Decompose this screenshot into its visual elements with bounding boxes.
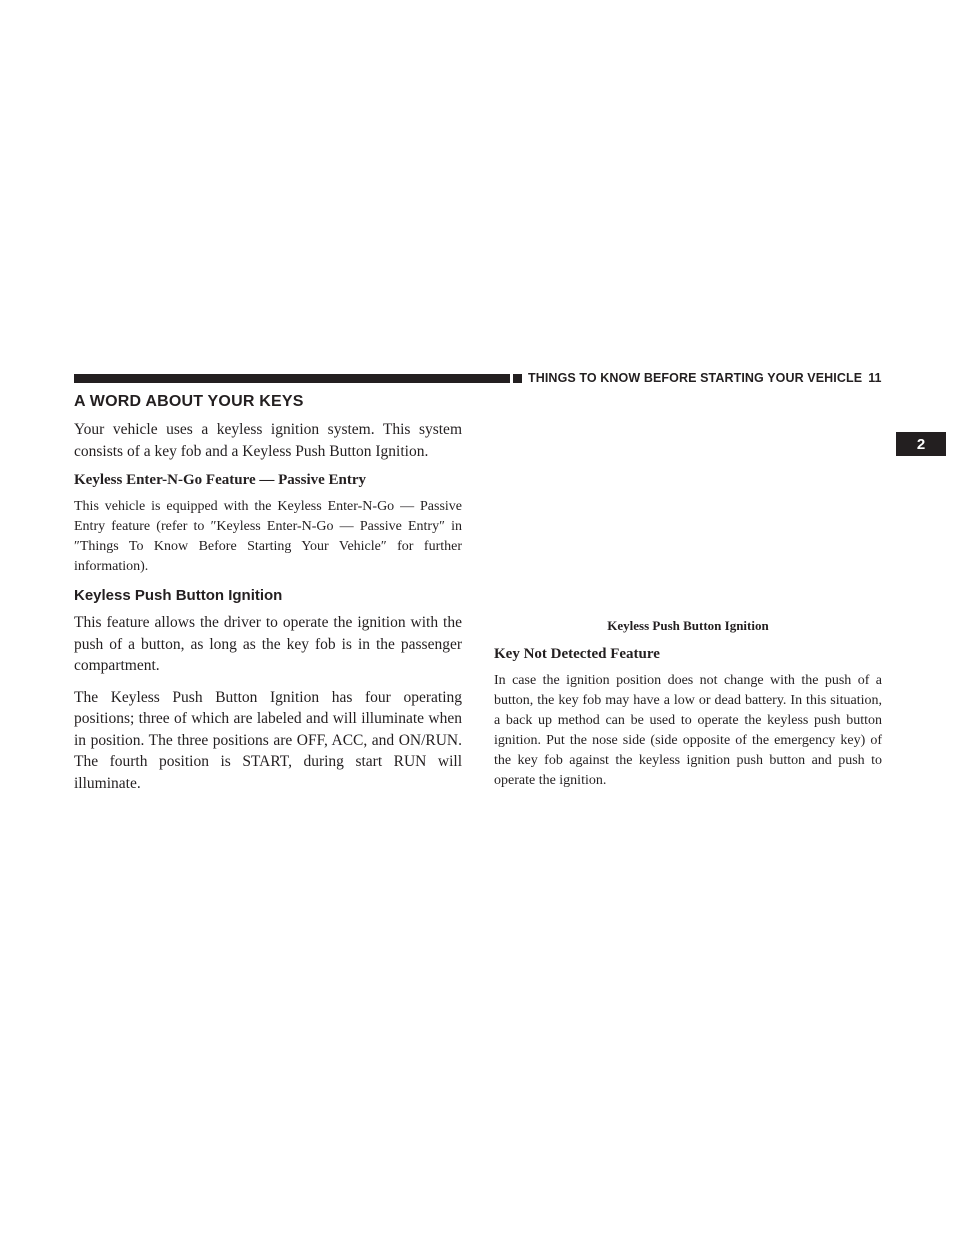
page-number: 11 [868,371,882,385]
push-button-paragraph-2: The Keyless Push Button Ignition has four operating positions; three of which are labeled and will illuminate when in position. The three positions are OFF, ACC, and ON/RUN. The fourth position is START, during start RUN will illuminate. [74,688,462,792]
push-button-heading: Keyless Push Button Ignition [74,587,283,604]
header-rule [74,374,510,383]
passive-entry-paragraph: This vehicle is equipped with the Keyless Enter-N-Go — Passive Entry feature (refer to ″Keyless Enter-N-Go — Passive Entry″ in ″Things To Know Before Starting Your Vehicle″ for further information). [74,499,462,574]
left-column [74,393,462,804]
figure-caption: Keyless Push Button Ignition [607,618,769,633]
passive-entry-heading: Keyless Enter-N-Go Feature — Passive Entry [74,472,367,488]
key-not-detected-heading: Key Not Detected Feature [494,646,660,662]
header-square [513,374,522,383]
intro-paragraph: Your vehicle uses a keyless ignition system. This system consists of a key fob and a Keyless Push Button Ignition. [74,421,462,460]
push-button-paragraph-1: This feature allows the driver to operate the ignition with the push of a button, as long as the key fob is in the passenger compartment. [74,614,462,674]
section-title: A WORD ABOUT YOUR KEYS [74,393,304,410]
chapter-tab: 2 [896,432,946,456]
running-header [528,371,882,385]
header-title: THINGS TO KNOW BEFORE STARTING YOUR VEHICLE [528,371,863,385]
key-not-detected-paragraph: In case the ignition position does not change with the push of a button, the key fob may have a low or dead battery. In this situation, a back up method can be used to operate the keyless push button ignition. Put the nose side (side opposite of the emergency key) of the key fob against the keyless ignition push button and push to operate the ignition. [494,673,882,788]
right-column [494,618,882,801]
